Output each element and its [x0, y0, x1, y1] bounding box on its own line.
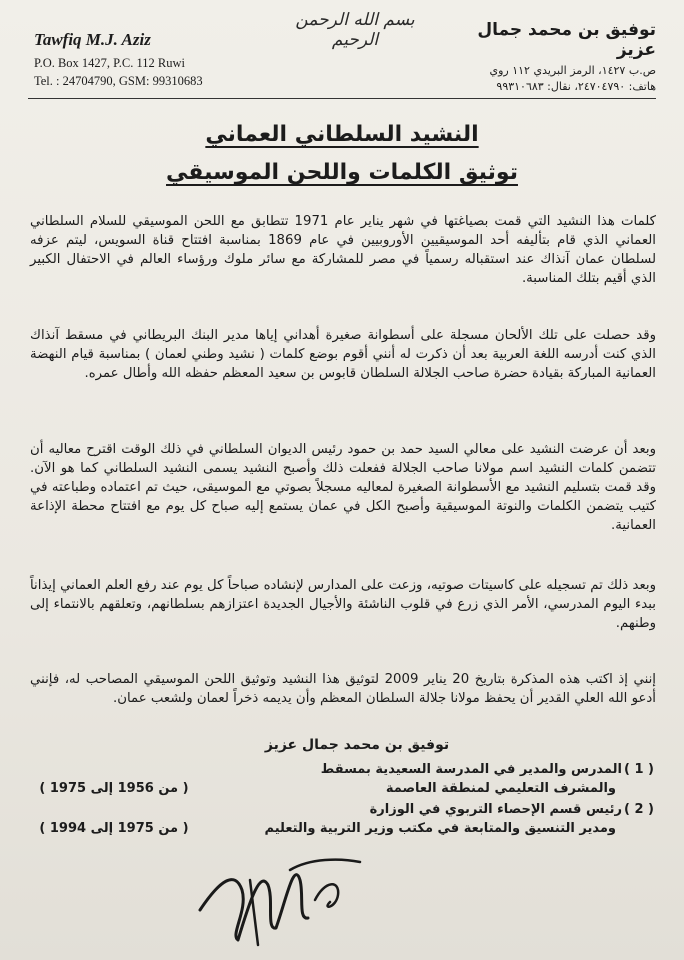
role-1-period: ( من 1956 إلى 1975 ) [39, 781, 189, 796]
role-1-line1: المدرس والمدير في المدرسة السعيدية بمسقط [320, 762, 622, 777]
paragraph-5: إنني إذ اكتب هذه المذكرة بتاريخ 20 يناير 2009 لتوثيق هذا النشيد وتوثيق اللحن الموسيقي المصاحب له، فإنني أدعو الله العلي القدير أن يحفظ مولانا جلالة السلطان المعظم وأن يديمه ذخراً لعمان ولشعب عمان. [30, 672, 656, 706]
role-1-line2: والمشرف التعليمي لمنطقة العاصمة [385, 781, 616, 796]
document-title: النشيد السلطاني العماني [205, 122, 479, 147]
paragraph-3: وبعد أن عرضت النشيد على معالي السيد حمد بن حمود رئيس الديوان السلطاني في ذلك الوقت اقترح معاليه أن تتضمن كلمات النشيد اسم مولانا صاحب الجلالة ففعلت ذلك وأصبح النشيد يسمى النشيد السلطاني كما هو الآن. وقد قمت بتسليم النشيد مع الأسطوانة الصغيرة لمعاليه مسجلاً بصوتي مع الموسيقى، حيث تم اعتماده وطباعته في كتيب يتضمن الكلمات والنوتة الموسيقية وأصبح الكل في عمان يستمع إليه صباح كل يوم مع افتتاح محطة الإذاعة العمانية. [30, 442, 656, 533]
english-sender-name: Tawfiq M.J. Aziz [34, 30, 151, 49]
signer-name: توفيق بن محمد جمال عزيز [264, 737, 450, 753]
role-2-number: ( 2 ) [624, 802, 654, 817]
english-letterhead [34, 30, 244, 92]
paragraph-4: وبعد ذلك تم تسجيله على كاسيتات صوتيه، وزعت على المدارس لإنشاده صباحاً كل يوم عند رفع العلم العماني إيذاناً ببدء اليوم المدرسي، الأمر الذي زرع في قلوب الناشئة والأجيال الجديدة اعتزازهم بسلطانهم، وتعلقهم بالانتماء إلى وطنهم. [30, 578, 656, 631]
role-2-line2: ومدير التنسيق والمتابعة في مكتب وزير التربية والتعليم [264, 821, 616, 836]
role-2-line1: رئيس قسم الإحصاء التربوي في الوزارة [369, 802, 622, 817]
role-1 [216, 760, 656, 798]
paragraph-2: وقد حصلت على تلك الألحان مسجلة على أسطوانة صغيرة أهداني إياها مدير البنك البريطاني في مسقط آنذاك الذي كنت أدرسه اللغة العربية بعد أن ذكرت له أنني أقوم بوضع كلمات ( نشيد وطني لعمان ) بمناسبة قيام النهضة العمانية المباركة بقيادة حضرة صاحب الجلالة السلطان قابوس بن سعيد المعظم حفظه الله وأطال عمره. [30, 328, 656, 381]
role-1-number: ( 1 ) [624, 762, 654, 777]
document-subtitle: توثيق الكلمات واللحن الموسيقي [166, 160, 518, 185]
paragraph-1: كلمات هذا النشيد التي قمت بصياغتها في شهر يناير عام 1971 تتطابق مع اللحن الموسيقي للسلام السلطاني العماني الذي قام بتأليفه أحد الموسيقيين الأوروبيين في عام 1869 بمناسبة افتتاح قناة السويس، ليتم عزفه لسلطان عمان آنذاك عند استقباله رسمياً في مصر للمشاركة مع سائر ملوك ورؤساء العالم في الاحتفال الكبير الذي أقيم بتلك المناسبة. [30, 214, 656, 286]
english-phones: Tel. : 24704790, GSM: 99310683 [34, 74, 203, 88]
arabic-sender-name: توفيق بن محمد جمال عزيز [477, 20, 656, 60]
english-address: P.O. Box 1427, P.C. 112 Ruwi [34, 56, 185, 70]
arabic-phones: هاتف: ٢٤٧٠٤٧٩٠، نقال: ٩٩٣١٠٦٨٣ [496, 80, 656, 93]
basmala-calligraphy: بسم الله الرحمن الرحيم [295, 10, 415, 50]
header-divider [28, 98, 656, 99]
arabic-letterhead [436, 20, 656, 96]
role-2 [216, 800, 656, 838]
handwritten-signature [190, 840, 390, 950]
role-2-period: ( من 1975 إلى 1994 ) [39, 821, 189, 836]
arabic-address: ص.ب ١٤٢٧، الرمز البريدي ١١٢ روي [489, 64, 656, 77]
